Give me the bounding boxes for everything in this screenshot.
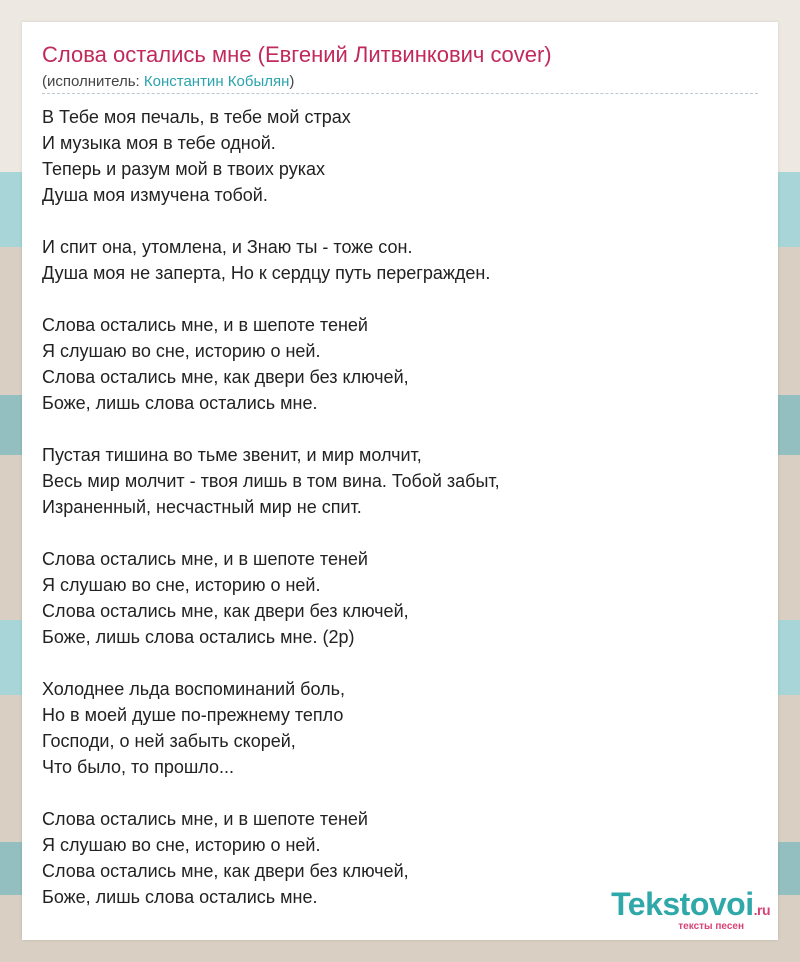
artist-prefix: (исполнитель: bbox=[42, 73, 144, 90]
artist-line bbox=[42, 73, 294, 90]
artist-link[interactable]: Константин Кобылян bbox=[143, 73, 290, 90]
lyrics-text: В Тебе моя печаль, в тебе мой страх И музыка моя в тебе одной. Теперь и разум мой в твоих руках Душа моя измучена тобой. И спит она, утомлена, и Знаю ты - тоже сон. Душа моя не заперта, Но к сердцу путь перегражден. Слова остались мне, и в шепоте теней Я слушаю во сне, историю о ней. Слова остались мне, как двери без ключей, Боже, лишь слова остались мне. Пустая тишина во тьме звенит, и мир молчит, Весь мир молчит - твоя лишь в том вина. Тобой забыт, Израненный, несчастный мир не спит. Слова остались мне, и в шепоте теней Я слушаю во сне, историю о ней. Слова остались мне, как двери без ключей, Боже, лишь слова остались мне. (2р) Холоднее льда воспоминаний боль, Но в моей душе по-прежнему тепло Господи, о ней забыть скорей, Что было, то прошло... Слова остались мне, и в шепоте теней Я слушаю во сне, историю о ней. Слова остались мне, как двери без ключей, Боже, лишь слова остались мне. bbox=[42, 107, 500, 907]
artist-suffix: ) bbox=[289, 73, 295, 90]
lyrics-card bbox=[22, 22, 778, 940]
site-logo[interactable] bbox=[611, 888, 770, 936]
title-divider bbox=[42, 93, 758, 94]
song-title: Слова остались мне (Евгений Литвинкович cover) bbox=[42, 42, 552, 67]
logo-tagline: тексты песен bbox=[678, 921, 744, 932]
logo-tld: .ru bbox=[753, 902, 770, 918]
logo-main-text: Tekstovoi bbox=[611, 886, 754, 922]
